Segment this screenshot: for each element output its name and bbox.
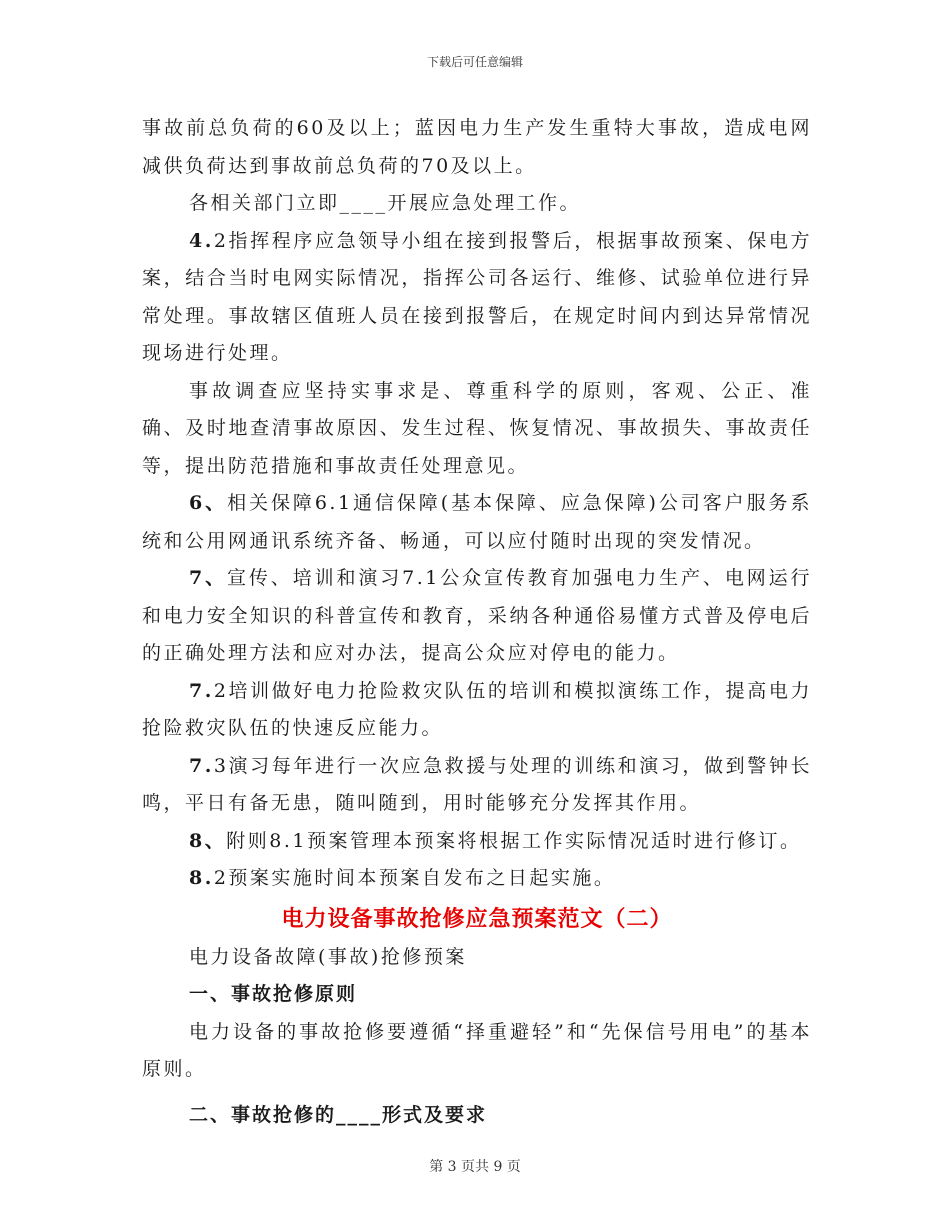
- paragraph-text: 附则8.1预案管理本预案将根据工作实际情况适时进行修订。: [226, 829, 802, 852]
- paragraph-7: [142, 560, 812, 673]
- paragraph-1: 事故前总负荷的60及以上；蓝因电力生产发生重特大事故，造成电网减供负荷达到事故前总负荷的70及以上。: [142, 117, 812, 177]
- heading-principles: 一、事故抢修原则: [189, 983, 358, 1005]
- paragraph-text: 宣传、培训和演习7.1公众宣传教育加强电力生产、电网运行和电力安全知识的科普宣传和教育，采纳各种通俗易懂方式普及停电后的正确处理方法和应对办法，提高公众应对停电的能力。: [142, 567, 812, 664]
- paragraph-7-3: [142, 748, 812, 823]
- paragraph-principles: 电力设备的事故抢修要遵循“择重避轻”和“先保信号用电”的基本原则。: [142, 1020, 812, 1080]
- clause-number: 7.: [189, 679, 214, 702]
- clause-number: 8.: [189, 867, 214, 889]
- clause-number: 6、: [189, 492, 228, 514]
- clause-number: 4.: [189, 229, 214, 252]
- clause-number: 8、: [189, 829, 227, 852]
- page-header: 下载后可任意编辑: [426, 55, 523, 69]
- paragraph-text: 2预案实施时间本预案自发布之日起实施。: [213, 867, 616, 889]
- paragraph-4-2: [142, 223, 812, 373]
- paragraph-6: [142, 485, 812, 560]
- page-footer: 第 3 页共 9 页: [429, 1159, 521, 1175]
- clause-number: 7、: [189, 567, 228, 589]
- paragraph-8: [142, 823, 812, 861]
- section-intro: 电力设备故障(事故)抢修预案: [189, 945, 467, 968]
- document-body: [142, 110, 812, 1134]
- paragraph-8-2: [142, 860, 812, 898]
- clause-number: 7.: [189, 754, 214, 777]
- paragraph-text: 相关保障6.1通信保障(基本保障、应急保障)公司客户服务系统和公用网通讯系统齐备、畅通，可以应付随时出现的突发情况。: [142, 492, 812, 552]
- paragraph-2: 各相关部门立即____开展应急处理工作。: [189, 192, 582, 214]
- paragraph-7-2: [142, 673, 812, 748]
- heading-forms: 二、事故抢修的____形式及要求: [189, 1103, 488, 1126]
- paragraph-text: 3演习每年进行一次应急救援与处理的训练和演习，做到警钟长鸣，平日有备无患，随叫随到，用时能够充分发挥其作用。: [142, 754, 812, 814]
- paragraph-text: 2培训做好电力抢险救灾队伍的培训和模拟演练工作，提高电力抢险救灾队伍的快速反应能力。: [142, 679, 812, 739]
- paragraph-text: 2指挥程序应急领导小组在接到报警后，根据事故预案、保电方案，结合当时电网实际情况，指挥公司各运行、维修、试验单位进行异常处理。事故辖区值班人员在接到报警后，在规定时间内到达异常情况现场进行处理。: [142, 229, 812, 364]
- section-title: 电力设备事故抢修应急预案范文（二）: [281, 905, 673, 932]
- paragraph-investigation: 事故调查应坚持实事求是、尊重科学的原则，客观、公正、准确、及时地查清事故原因、发生过程、恢复情况、事故损失、事故责任等，提出防范措施和事故责任处理意见。: [142, 379, 812, 477]
